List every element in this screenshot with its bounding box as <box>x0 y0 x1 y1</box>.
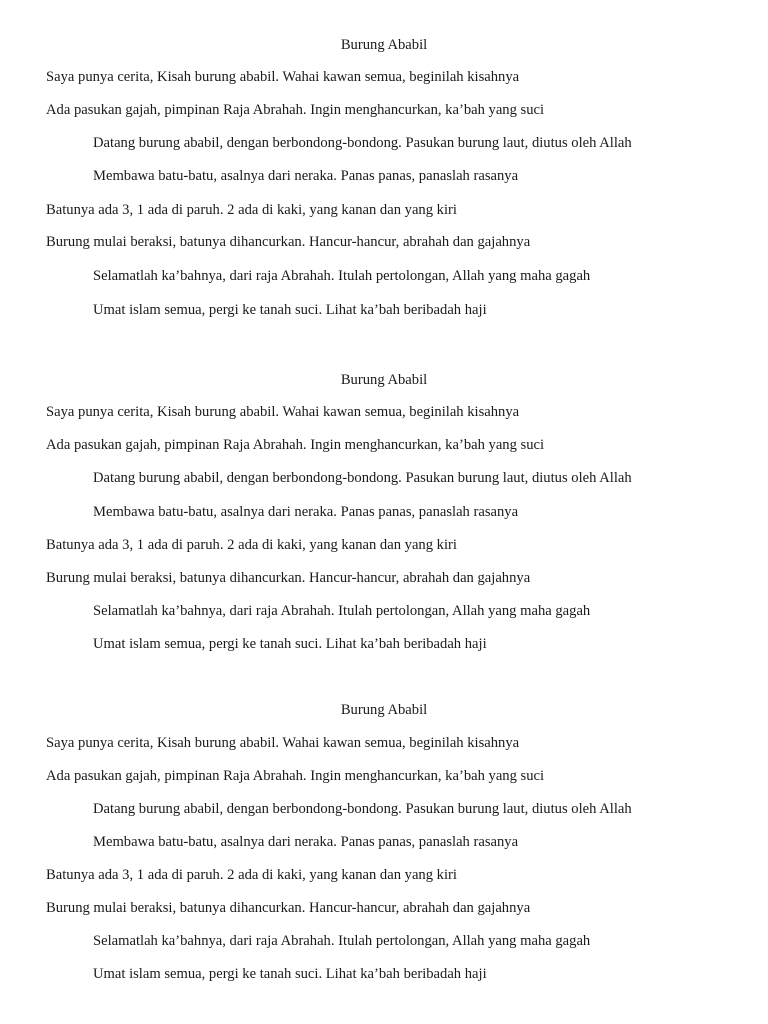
lyric-line: Burung mulai beraksi, batunya dihancurkan. Hancur-hancur, abrahah dan gajahnya <box>46 570 531 586</box>
lyric-line: Umat islam semua, pergi ke tanah suci. Lihat ka’bah beribadah haji <box>93 966 487 982</box>
lyric-line: Batunya ada 3, 1 ada di paruh. 2 ada di kaki, yang kanan dan yang kiri <box>46 202 457 218</box>
lyric-line: Umat islam semua, pergi ke tanah suci. Lihat ka’bah beribadah haji <box>93 302 487 318</box>
lyric-line: Selamatlah ka’bahnya, dari raja Abrahah. Itulah pertolongan, Allah yang maha gagah <box>93 603 591 619</box>
lyric-line: Selamatlah ka’bahnya, dari raja Abrahah. Itulah pertolongan, Allah yang maha gagah <box>93 268 591 284</box>
lyric-line: Burung mulai beraksi, batunya dihancurkan. Hancur-hancur, abrahah dan gajahnya <box>46 234 531 250</box>
lyric-line: Membawa batu-batu, asalnya dari neraka. Panas panas, panaslah rasanya <box>93 168 519 184</box>
lyric-line: Saya punya cerita, Kisah burung ababil. Wahai kawan semua, beginilah kisahnya <box>46 735 520 751</box>
lyric-line: Umat islam semua, pergi ke tanah suci. Lihat ka’bah beribadah haji <box>93 636 487 652</box>
lyric-line: Datang burung ababil, dengan berbondong-bondong. Pasukan burung laut, diutus oleh Allah <box>93 801 632 817</box>
lyric-line: Ada pasukan gajah, pimpinan Raja Abrahah. Ingin menghancurkan, ka’bah yang suci <box>46 768 545 784</box>
lyric-line: Saya punya cerita, Kisah burung ababil. Wahai kawan semua, beginilah kisahnya <box>46 404 520 420</box>
stanza-title: Burung Ababil <box>340 702 428 718</box>
lyric-line: Selamatlah ka’bahnya, dari raja Abrahah. Itulah pertolongan, Allah yang maha gagah <box>93 933 591 949</box>
lyric-line: Datang burung ababil, dengan berbondong-bondong. Pasukan burung laut, diutus oleh Allah <box>93 470 632 486</box>
lyric-line: Ada pasukan gajah, pimpinan Raja Abrahah. Ingin menghancurkan, ka’bah yang suci <box>46 102 545 118</box>
lyric-line: Datang burung ababil, dengan berbondong-bondong. Pasukan burung laut, diutus oleh Allah <box>93 135 632 151</box>
lyric-line: Membawa batu-batu, asalnya dari neraka. Panas panas, panaslah rasanya <box>93 504 519 520</box>
lyric-line: Batunya ada 3, 1 ada di paruh. 2 ada di kaki, yang kanan dan yang kiri <box>46 867 457 883</box>
lyric-line: Membawa batu-batu, asalnya dari neraka. Panas panas, panaslah rasanya <box>93 834 519 850</box>
lyric-line: Saya punya cerita, Kisah burung ababil. Wahai kawan semua, beginilah kisahnya <box>46 69 520 85</box>
stanza-title: Burung Ababil <box>340 372 428 388</box>
stanza-title: Burung Ababil <box>340 37 428 53</box>
lyric-line: Ada pasukan gajah, pimpinan Raja Abrahah. Ingin menghancurkan, ka’bah yang suci <box>46 437 545 453</box>
lyric-line: Burung mulai beraksi, batunya dihancurkan. Hancur-hancur, abrahah dan gajahnya <box>46 900 531 916</box>
lyric-line: Batunya ada 3, 1 ada di paruh. 2 ada di kaki, yang kanan dan yang kiri <box>46 537 457 553</box>
